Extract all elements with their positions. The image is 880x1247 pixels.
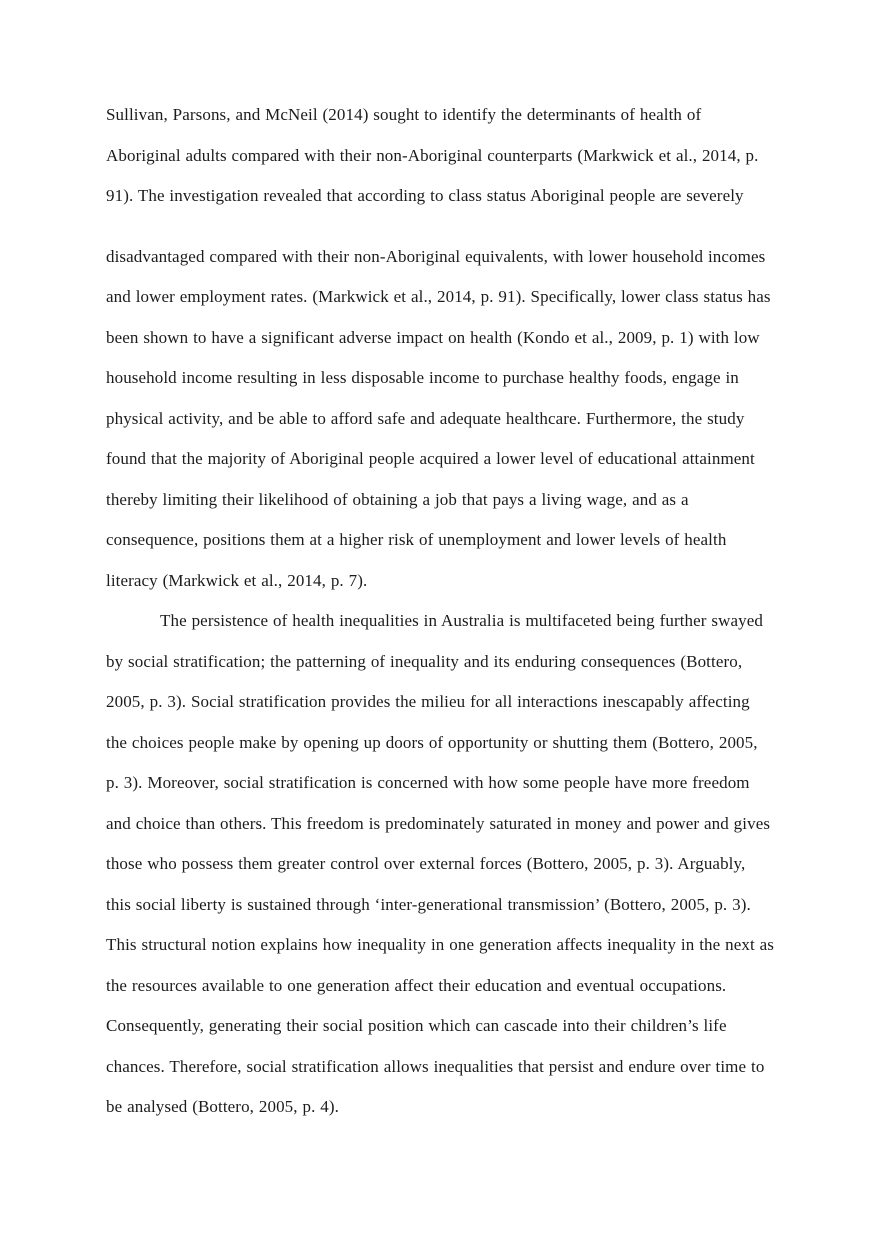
paragraph-intro: Sullivan, Parsons, and McNeil (2014) sought to identify the determinants of health of Aboriginal adults compared with their non-Aboriginal counterparts (Markwick et al., 2014, p. 91). The investigation revealed that according to class status Aboriginal people are severely (106, 105, 759, 205)
paragraph-social-stratification: The persistence of health inequalities in Australia is multifaceted being further swayed by social stratification; the patterning of inequality and its enduring consequences (Bottero, 2005, p. 3). Social stratification provides the milieu for all interactions inescapably affecting the choices people make by opening up doors of opportunity or shutting them (Bottero, 2005, p. 3). Moreover, social stratification is concerned with how some people have more freedom and choice than others. This freedom is predominately saturated in money and power and gives those who possess them greater control over external forces (Bottero, 2005, p. 3). Arguably, this social liberty is sustained through ‘inter-generational transmission’ (Bottero, 2005, p. 3). This structural notion explains how inequality in one generation affects inequality in the next as the resources available to one generation affect their education and eventual occupations. Consequently, generating their social position which can cascade into their children’s life chances. Therefore, social stratification allows inequalities that persist and endure over time to be analysed (Bottero, 2005, p. 4). (106, 611, 774, 1116)
paragraph-disadvantage: disadvantaged compared with their non-Aboriginal equivalents, with lower household incomes and lower employment rates. (Markwick et al., 2014, p. 91). Specifically, lower class status has been shown to have a significant adverse impact on health (Kondo et al., 2009, p. 1) with low household income resulting in less disposable income to purchase healthy foods, engage in physical activity, and be able to afford safe and adequate healthcare. Furthermore, the study found that the majority of Aboriginal people acquired a lower level of educational attainment thereby limiting their likelihood of obtaining a job that pays a living wage, and as a consequence, positions them at a higher risk of unemployment and lower levels of health literacy (Markwick et al., 2014, p. 7). (106, 246, 771, 590)
